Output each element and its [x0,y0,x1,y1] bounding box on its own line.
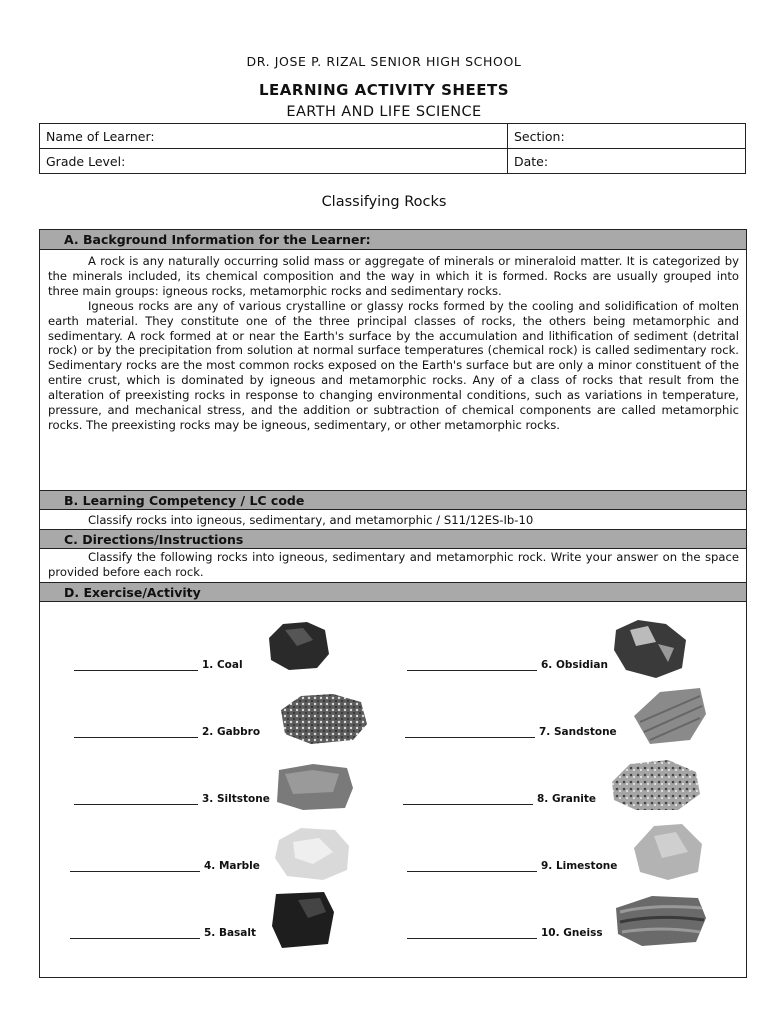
rock-item-4 [70,852,260,872]
granite-image [608,758,702,812]
section-b-heading: B. Learning Competency / LC code [40,490,746,510]
date-label: Date: [514,153,549,169]
subject-title: EARTH AND LIFE SCIENCE [286,104,482,120]
answer-line-9[interactable] [407,859,537,872]
answer-line-10[interactable] [407,926,537,939]
background-text [48,254,739,433]
section-d-heading: D. Exercise/Activity [40,582,746,602]
answer-line-1[interactable] [74,658,198,671]
rock-label-1: 1. Coal [202,659,243,671]
rock-label-5: 5. Basalt [204,927,256,939]
obsidian-image [612,618,690,680]
rock-label-10: 10. Gneiss [541,927,603,939]
answer-line-7[interactable] [405,725,535,738]
rock-item-1 [74,651,243,671]
rock-item-6 [407,651,608,671]
competency-paragraph: Classify rocks into igneous, sedimentary, and metamorphic / S11/12ES-Ib-10 [88,513,534,527]
rock-label-6: 6. Obsidian [541,659,608,671]
background-paragraph-2: Igneous rocks are any of various crystalline or glassy rocks formed by the cooling and solidification of molten earth material. They constitute one of the three principal classes of rocks, the others being metamorphic and sedimentary. A rock formed at or near the Earth's surface by the accumulation and lithification of sediment (detrital rock) or by the precipitation from solution at normal surface temperatures (chemical rock) is called sedimentary rock. Sedimentary rocks are the most common rocks exposed on the Earth's surface but are only a minor constituent of the entire crust, which is dominated by igneous and metamorphic rocks. Any of a class of rocks that result from the alteration of preexisting rocks in response to changing environmental conditions, such as variations in temperature, pressure, and mechanical stress, and the addition or subtraction of chemical components are called metamorphic rocks. The preexisting rocks may be igneous, sedimentary, or other metamorphic rocks. [48,298,739,432]
page-title: Classifying Rocks [321,194,447,210]
answer-line-3[interactable] [74,792,198,805]
rock-label-4: 4. Marble [204,860,260,872]
section-c-heading: C. Directions/Instructions [40,529,746,549]
rock-item-7 [405,718,617,738]
background-paragraph-1: A rock is any naturally occurring solid mass or aggregate of minerals or mineraloid matter. It is categorized by the minerals included, its chemical composition and the way in which it is formed. Rocks are usually grouped into three main groups: igneous rocks, metamorphic rocks and sedimentary rocks. [48,254,739,298]
rock-label-2: 2. Gabbro [202,726,261,738]
directions-text [48,550,739,580]
answer-line-4[interactable] [70,859,200,872]
rock-item-2 [74,718,260,738]
answer-line-8[interactable] [403,792,533,805]
answer-line-5[interactable] [70,926,200,939]
sheet-title: LEARNING ACTIVITY SHEETS [258,81,509,99]
answer-line-6[interactable] [407,658,537,671]
rock-item-8 [403,785,596,805]
competency-text [48,513,739,528]
rock-item-10 [407,919,603,939]
rock-item-9 [407,852,617,872]
marble-image [273,826,353,882]
siltstone-image [273,762,355,812]
answer-line-2[interactable] [74,725,198,738]
rock-item-3 [74,785,270,805]
learner-info-table [39,123,746,174]
name-label: Name of Learner: [46,128,155,144]
grade-label: Grade Level: [46,153,126,169]
rock-label-7: 7. Sandstone [539,726,617,738]
rock-item-5 [70,919,256,939]
section-a-heading: A. Background Information for the Learner: [40,230,746,250]
directions-paragraph: Classify the following rocks into igneous, sedimentary and metamorphic rock. Write your answer on the space provided before each rock. [48,550,739,579]
gabbro-image [277,690,369,746]
gneiss-image [612,892,708,948]
name-field[interactable] [40,124,508,149]
section-label: Section: [514,128,565,144]
coal-image [263,620,333,672]
rock-label-8: 8. Granite [537,793,597,805]
school-name: DR. JOSE P. RIZAL SENIOR HIGH SCHOOL [246,54,522,69]
rock-label-9: 9. Limestone [541,860,618,872]
date-field[interactable] [508,149,746,174]
section-field[interactable] [508,124,746,149]
limestone-image [628,822,706,882]
basalt-image [268,890,338,950]
rock-label-3: 3. Siltstone [202,793,270,805]
grade-field[interactable] [40,149,508,174]
sandstone-image [630,686,708,746]
